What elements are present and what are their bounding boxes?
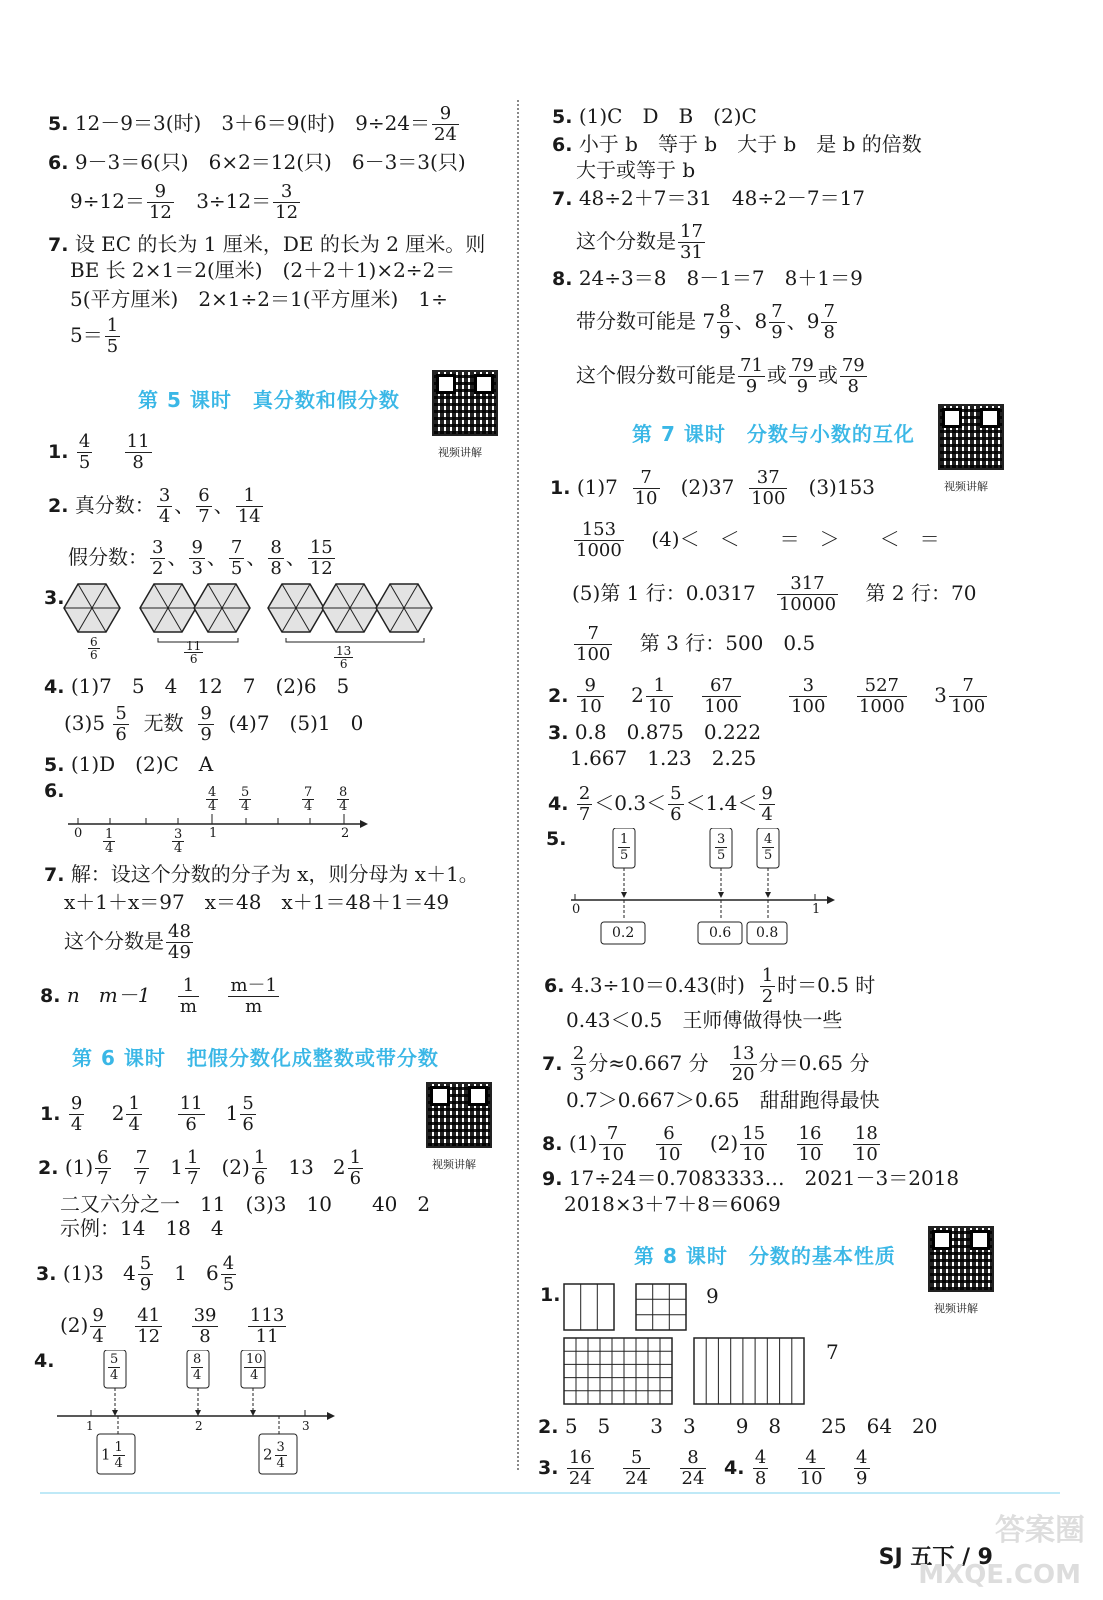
- left-q6-line2: 9÷12＝ $\frac{9}{12}$ 3÷12＝ $\frac{3}{12}$: [70, 181, 299, 223]
- left-q7-line2: BE 长 2×1＝2(厘米) (2＋2＋1)×2÷2＝: [70, 258, 456, 282]
- s5-q2-improper: 假分数： $\frac{3}{2}$ 、 $\frac{9}{3}$ 、 $\frac{7}{5}$ 、 $\frac{8}{8}$ 、 $\frac{15}{12}$: [68, 537, 333, 579]
- grid-diagrams: [560, 1280, 810, 1410]
- column-divider: [517, 100, 519, 1470]
- s7-q3-line2: 1.667 1.23 2.25: [570, 746, 757, 770]
- nl2-two: 2: [195, 1419, 203, 1433]
- s8-q4: 4. $\frac{4}{8}$ $\frac{4}{10}$ $\frac{4}{9}$: [724, 1447, 868, 1489]
- fraction: $\frac{9}{24}$: [434, 103, 457, 145]
- left-q7: 7. 设 EC 的长为 1 厘米，DE 的长为 2 厘米。则: [48, 232, 486, 256]
- watermark: 答案圈: [995, 1513, 1085, 1548]
- left-q7-line4: 5＝ $\frac{1}{5}$: [70, 315, 119, 357]
- left-q6: 6. 9－3＝6(只) 6×2＝12(只) 6－3＝3(只): [48, 150, 466, 174]
- qr-code-icon[interactable]: [432, 370, 498, 436]
- watermark-url: MXQE.COM: [918, 1560, 1081, 1590]
- s8-q2: 2. 5 5 3 3 9 8 25 64 20: [538, 1414, 938, 1438]
- section-title-lesson5: 第 5 课时 真分数和假分数: [138, 388, 400, 412]
- right-q5: 5. (1)C D B (2)C: [552, 104, 757, 128]
- section-title-lesson8: 第 8 课时 分数的基本性质: [634, 1244, 896, 1268]
- s7-q8: 8. (1) $\frac{7}{10}$ $\frac{6}{10}$ (2) $\frac{15}{10}$ $\frac{16}{10}$ $\frac{18}{10}$: [542, 1123, 878, 1165]
- left-q7-line3: 5(平方厘米) 2×1÷2＝1(平方厘米) 1÷: [70, 287, 448, 311]
- qr-label: 视频讲解: [432, 1158, 476, 1171]
- s5-q8: 8. n m－1 $\frac{1}{m}$ $\frac{m-1}{m}$: [40, 975, 277, 1017]
- s7-q5-num: 5.: [546, 828, 567, 850]
- qr-label: 视频讲解: [944, 480, 988, 493]
- nl-above-1: $\frac{4}{4}$: [208, 785, 217, 814]
- s7-q1-line2: $\frac{153}{1000}$ (4)＜ ＜ ＝ ＞ ＜ ＝: [576, 519, 940, 561]
- right-q6: 6. 小于 b 等于 b 大于 b 是 b 的倍数: [552, 132, 922, 156]
- s8-q1-num: 1.: [540, 1284, 561, 1306]
- right-q8: 8. 24÷3＝8 8－1＝7 8＋1＝9: [552, 266, 863, 290]
- right-q8-line2: 带分数可能是 7 $\frac{8}{9}$ 、8 $\frac{7}{9}$ 、9 $\frac{7}{8}$: [576, 301, 835, 343]
- footer-rule: [40, 1492, 1060, 1494]
- right-q8-line3: 这个假分数可能是 $\frac{71}{9}$ 或 $\frac{79}{9}$ 或 $\frac{79}{8}$: [576, 355, 865, 397]
- nl3-zero: 0: [572, 902, 581, 917]
- box-label-1: $\frac{1}{5}$: [620, 832, 629, 863]
- number-line-boxed: [565, 828, 845, 952]
- nl-above-3: $\frac{7}{4}$: [304, 785, 313, 814]
- s7-q7-line2: 0.7＞0.667＞0.65 甜甜跑得最快: [566, 1088, 880, 1112]
- box-label-3: $\frac{10}{4}$: [246, 1352, 263, 1383]
- nl-below-1: $\frac{1}{4}$: [105, 827, 114, 856]
- nl3-box-0.6: 0.6: [709, 925, 732, 941]
- s7-q3: 3. 0.8 0.875 0.222: [548, 720, 762, 744]
- qr-label: 视频讲解: [934, 1302, 978, 1315]
- s6-q3: 3. (1)3 4 $\frac{5}{9}$ 1 6 $\frac{4}{5}$: [36, 1253, 235, 1295]
- nl-zero: 0: [74, 826, 83, 841]
- s7-q1: 1. (1)7 $\frac{7}{10}$ (2)37 $\frac{37}{100}$ (3)153: [550, 467, 876, 509]
- s5-q4: 4. (1)7 5 4 12 7 (2)6 5: [44, 674, 350, 698]
- s5-q5: 5. (1)D (2)C A: [44, 752, 214, 776]
- nl2-one: 1: [86, 1419, 94, 1433]
- nl-two: 2: [341, 826, 350, 841]
- s7-q1-line3: (5)第 1 行：0.0317 $\frac{317}{10000}$ 第 2 行：70: [572, 573, 977, 615]
- qr-code-icon[interactable]: [928, 1226, 994, 1292]
- s6-q2: 2. (1) $\frac{6}{7}$ $\frac{7}{7}$ 1 $\frac{1}{7}$ (2) $\frac{1}{6}$ 13 2 $\frac{1}{6}$: [38, 1147, 362, 1189]
- s7-q7: 7. $\frac{2}{3}$ 分≈0.667 分 $\frac{13}{20}$ 分＝0.65 分: [542, 1043, 870, 1085]
- s5-q7: 7. 解：设这个分数的分子为 x，则分母为 x＋1。: [44, 862, 479, 886]
- page-number: SJ 五下 / 9: [878, 1545, 993, 1570]
- box-bottom-2: 2 $\frac{3}{4}$: [263, 1440, 285, 1471]
- nl-above-4: $\frac{8}{4}$: [339, 785, 348, 814]
- s8-q1-answer-a: 9: [706, 1284, 719, 1308]
- right-q7: 7. 48÷2＋7＝31 48÷2－7＝17: [552, 186, 866, 210]
- s5-q7-line2: x＋1＋x＝97 x＝48 x＋1＝48＋1＝49: [64, 890, 450, 914]
- s7-q9: 9. 17÷24＝0.7083333… 2021－3＝2018: [542, 1166, 960, 1190]
- s8-q1-answer-b: 7: [826, 1340, 839, 1364]
- nl-one: 1: [209, 826, 218, 841]
- nl-above-2: $\frac{5}{4}$: [241, 785, 250, 814]
- s7-q6-line2: 0.43＜0.5 王师傅做得快一些: [566, 1008, 843, 1032]
- nl3-one: 1: [812, 902, 821, 917]
- left-q5: 5. 12－9＝3(时) 3＋6＝9(时) 9÷24＝ $\frac{9}{24}$: [48, 103, 457, 145]
- s7-q9-line2: 2018×3＋7＋8＝6069: [564, 1192, 781, 1216]
- right-q7-line2: 这个分数是 $\frac{17}{31}$: [576, 221, 703, 263]
- nl3-box-0.8: 0.8: [756, 925, 779, 941]
- s5-q7-line3: 这个分数是 $\frac{48}{49}$: [64, 921, 191, 963]
- box-label-1: $\frac{5}{4}$: [110, 1352, 119, 1383]
- s7-q4: 4. $\frac{2}{7}$ ＜0.3＜ $\frac{5}{6}$ ＜1.4＜ $\frac{9}{4}$: [548, 783, 773, 825]
- s8-q3: 3. $\frac{16}{24}$ $\frac{5}{24}$ $\frac{8}{24}$: [538, 1447, 705, 1489]
- hex-label-b: $\frac{11}{6}$: [186, 639, 202, 666]
- hex-label-a: $\frac{6}{6}$: [90, 635, 98, 662]
- s6-q4-num: 4.: [34, 1350, 55, 1372]
- s6-q3-line2: (2) $\frac{9}{4}$ $\frac{41}{12}$ $\frac{39}{8}$ $\frac{113}{11}$: [60, 1305, 285, 1347]
- nl2-three: 3: [302, 1419, 310, 1433]
- box-label-2: $\frac{3}{5}$: [717, 832, 726, 863]
- nl3-box-0.2: 0.2: [612, 925, 635, 941]
- box-label-2: $\frac{8}{4}$: [193, 1352, 202, 1383]
- s5-q2: 2. 真分数： $\frac{3}{4}$ 、 $\frac{6}{7}$ 、 $\frac{1}{14}$: [48, 485, 261, 527]
- nl-below-2: $\frac{3}{4}$: [174, 827, 183, 856]
- s5-q4-line2: (3)5 $\frac{5}{6}$ 无数 $\frac{9}{9}$ (4)7 (5)1 0: [64, 703, 364, 745]
- s6-q1: 1. $\frac{9}{4}$ 2 $\frac{1}{4}$ $\frac{11}{6}$ 1 $\frac{5}{6}$: [40, 1093, 254, 1135]
- right-q6-line2: 大于或等于 b: [576, 158, 696, 182]
- hexagon-diagram: [60, 580, 440, 670]
- qr-label: 视频讲解: [438, 446, 482, 459]
- s5-q6-num: 6.: [44, 780, 65, 802]
- s6-q2-line2: 二又六分之一 11 (3)3 10 40 2: [60, 1192, 431, 1216]
- box-bottom-1: 1 $\frac{1}{4}$: [101, 1440, 123, 1471]
- s7-q1-line4: $\frac{7}{100}$ 第 3 行：500 0.5: [576, 623, 816, 665]
- s6-q2-line3: 示例：14 18 4: [60, 1216, 224, 1240]
- qr-code-icon[interactable]: [426, 1082, 492, 1148]
- section-title-lesson6: 第 6 课时 把假分数化成整数或带分数: [72, 1046, 439, 1070]
- s7-q6: 6. 4.3÷10＝0.43(时) $\frac{1}{2}$ 时＝0.5 时: [544, 965, 876, 1007]
- s5-q3-num: 3.: [44, 587, 65, 609]
- s7-q2: 2. $\frac{9}{10}$ 2 $\frac{1}{10}$ $\frac{67}{100}$ $\frac{3}{100}$ $\frac{527}{1000}$ 3 $\frac{7}{100}$: [548, 675, 986, 717]
- qr-code-icon[interactable]: [938, 404, 1004, 470]
- box-label-3: $\frac{4}{5}$: [764, 832, 773, 863]
- hex-label-c: $\frac{13}{6}$: [336, 644, 352, 671]
- s5-q1: 1. $\frac{4}{5}$ $\frac{11}{8}$: [48, 431, 150, 473]
- section-title-lesson7: 第 7 课时 分数与小数的互化: [632, 422, 915, 446]
